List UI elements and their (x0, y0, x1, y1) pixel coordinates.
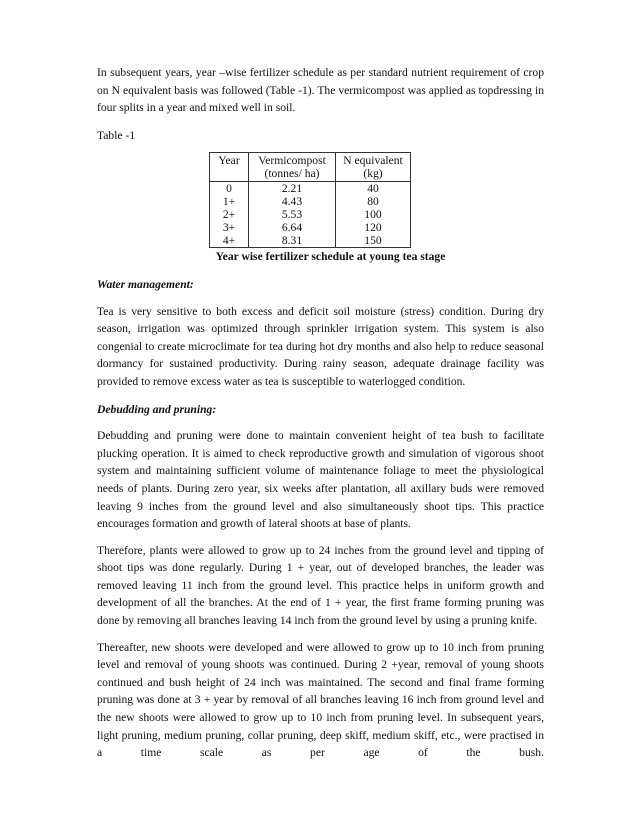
table-row (210, 234, 411, 248)
cell-vermicompost: 8.31 (249, 234, 336, 248)
table-label: Table -1 (97, 128, 136, 142)
table-caption: Year wise fertilizer schedule at young tea stage (215, 250, 446, 264)
table-row (210, 182, 411, 196)
cell-year: 2+ (210, 208, 249, 221)
fertilizer-table (209, 152, 411, 248)
header-year: Year (210, 153, 249, 182)
cell-year: 1+ (210, 195, 249, 208)
debudding-pruning-heading: Debudding and pruning: (97, 402, 217, 416)
cell-vermicompost: 6.64 (249, 221, 336, 234)
table-header-row (210, 153, 411, 182)
cell-n-equivalent: 150 (336, 234, 411, 248)
water-management-paragraph: Tea is very sensitive to both excess and deficit soil moisture (stress) condition. During dry season, irrigation was optimized through sprinkler irrigation system. This system is also congenial to create microclimate for tea during hot dry months and also help to reduce seasonal dormancy for sustained productivity. During rainy season, adequate drainage facility was provided to remove excess water as tea is susceptible to waterlogged condition. (97, 304, 544, 388)
pruning-paragraph-1: Debudding and pruning were done to maintain convenient height of tea bush to facilitate plucking operation. It is aimed to check reproductive growth and simulation of vigorous shoot system and maintaining sufficient volume of maintenance foliage to meet the physiological needs of plants. During zero year, six weeks after plantation, all axillary buds were removed leaving 9 inches from the ground level and also simultaneously shoot tips. This practice encourages formation and growth of lateral shoots at base of plants. (97, 429, 544, 531)
header-vermicompost: Vermicompost (tonnes/ ha) (249, 153, 336, 182)
cell-vermicompost: 5.53 (249, 208, 336, 221)
cell-year: 0 (210, 182, 249, 196)
cell-n-equivalent: 100 (336, 208, 411, 221)
cell-vermicompost: 4.43 (249, 195, 336, 208)
pruning-paragraph-2: Therefore, plants were allowed to grow up to 24 inches from the ground level and tipping of shoot tips was done regularly. During 1 + year, out of developed branches, the leader was removed leaving 11 inch from the ground level. This practice helps in uniform growth and development of all the branches. At the end of 1 + year, the first frame forming pruning was done by removing all branches leaving 14 inch from the ground level by using a pruning knife. (97, 543, 544, 628)
water-management-heading: Water management: (97, 277, 194, 291)
pruning-paragraph-3: Thereafter, new shoots were developed and were allowed to grow up to 10 inch from pruning level and removal of young shoots was continued. During 2 +year, removal of young shoots continued and bush height of 24 inch was maintained. The second and final frame forming pruning was done at 3 + year by removal of all branches leaving 16 inch from ground level and the new shoots were allowed to grow up to 10 inch from pruning level. In subsequent years, light pruning, medium pruning, collar pruning, deep skiff, medium skiff, etc., were practised in a time scale as per age of the bush. (97, 640, 544, 760)
document-page (97, 64, 544, 762)
cell-n-equivalent: 120 (336, 221, 411, 234)
intro-paragraph: In subsequent years, year –wise fertilizer schedule as per standard nutrient requirement of crop on N equivalent basis was followed (Table -1). The vermicompost was applied as topdressing in four splits in a year and mixed well in soil. (97, 66, 544, 115)
table-row (210, 195, 411, 208)
cell-n-equivalent: 40 (336, 182, 411, 196)
table-row (210, 208, 411, 221)
cell-vermicompost: 2.21 (249, 182, 336, 196)
cell-n-equivalent: 80 (336, 195, 411, 208)
cell-year: 3+ (210, 221, 249, 234)
cell-year: 4+ (210, 234, 249, 248)
header-n-equivalent: N equivalent (kg) (336, 153, 411, 182)
table-row (210, 221, 411, 234)
